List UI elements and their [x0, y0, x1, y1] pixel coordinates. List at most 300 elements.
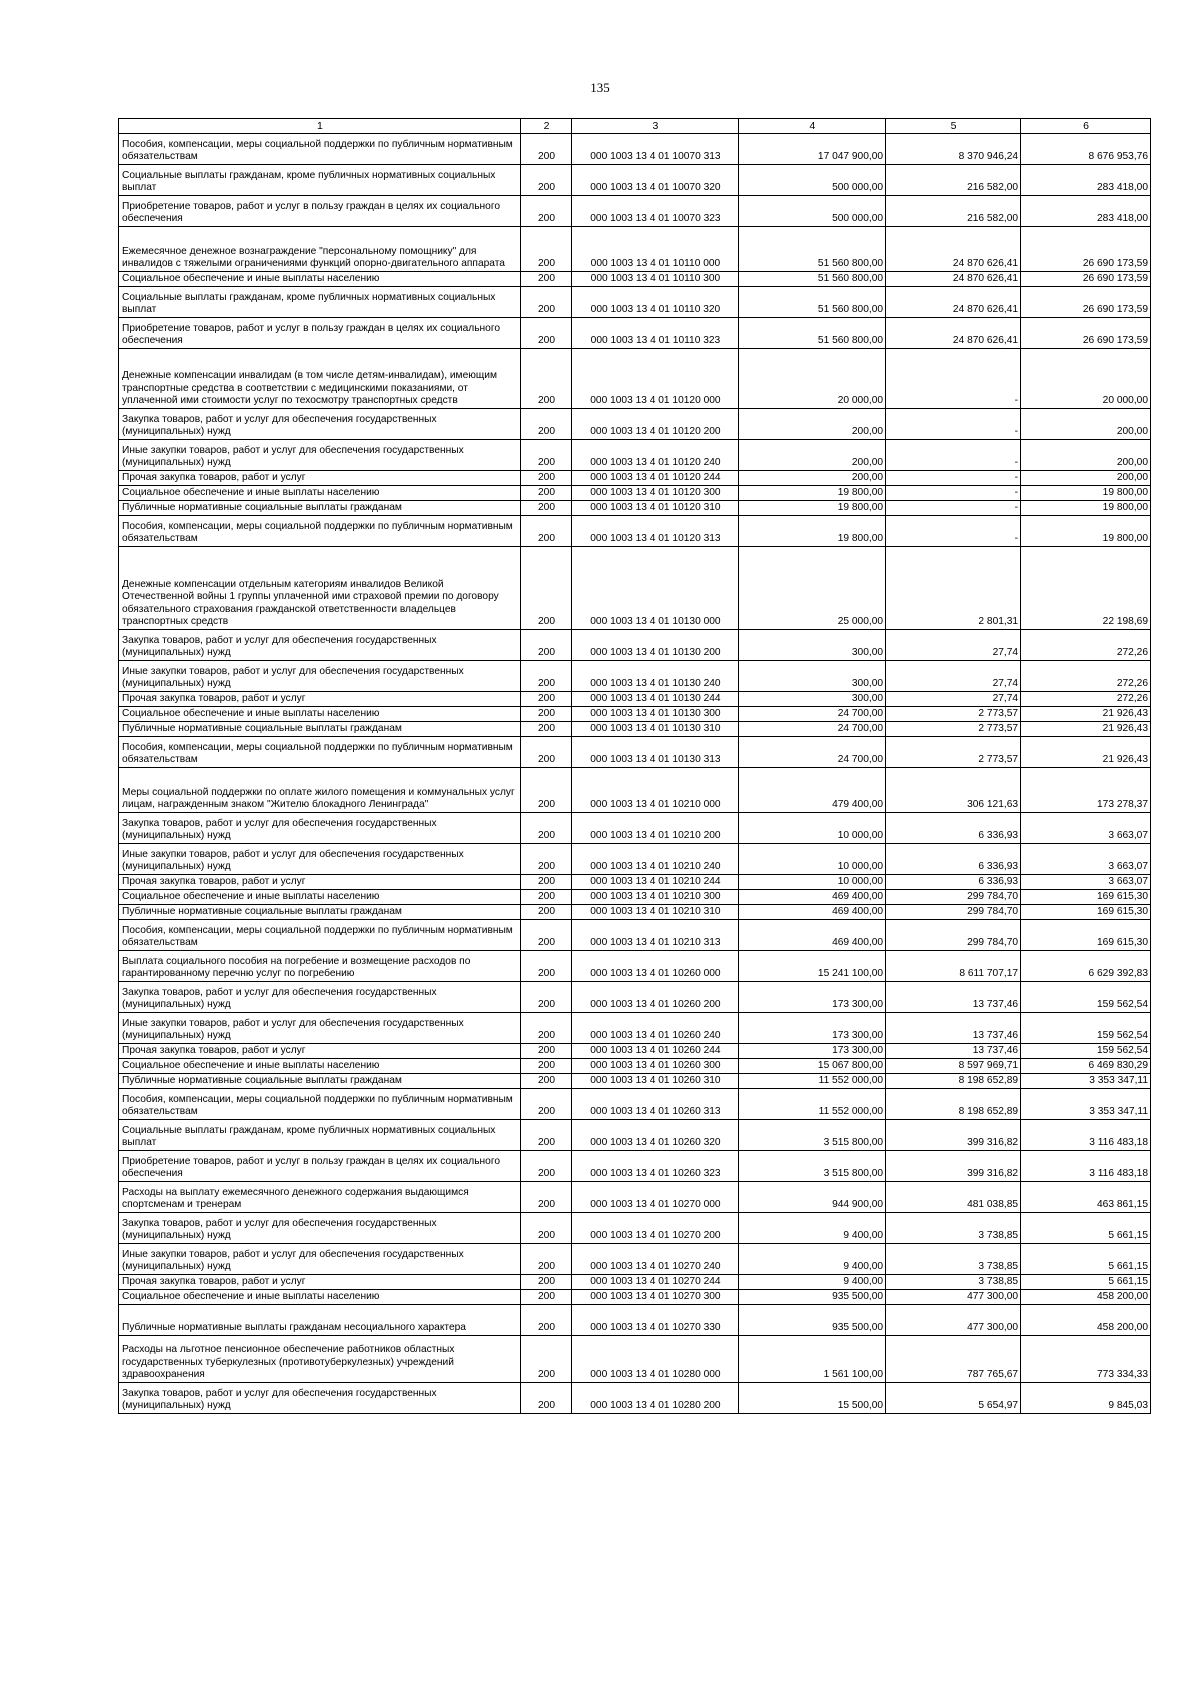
- table-row: [119, 440, 1151, 471]
- cell-col-4: 469 400,00: [738, 890, 885, 905]
- cell-col-4: 173 300,00: [738, 982, 885, 1013]
- cell-col-4: 25 000,00: [738, 547, 885, 630]
- cell-col-3: 000 1003 13 4 01 10280 200: [572, 1383, 739, 1414]
- cell-col-3: 000 1003 13 4 01 10270 330: [572, 1305, 739, 1336]
- cell-col-1: Закупка товаров, работ и услуг для обеспечения государственных (муниципальных) нужд: [119, 813, 521, 844]
- cell-col-2: 200: [520, 501, 571, 516]
- cell-col-4: 11 552 000,00: [738, 1074, 885, 1089]
- cell-col-2: 200: [520, 349, 571, 409]
- cell-col-5: 3 738,85: [886, 1275, 1021, 1290]
- table-row: [119, 1275, 1151, 1290]
- table-row: [119, 813, 1151, 844]
- cell-col-3: 000 1003 13 4 01 10130 313: [572, 737, 739, 768]
- cell-col-5: 399 316,82: [886, 1120, 1021, 1151]
- cell-col-5: 6 336,93: [886, 813, 1021, 844]
- cell-col-2: 200: [520, 951, 571, 982]
- cell-col-3: 000 1003 13 4 01 10260 320: [572, 1120, 739, 1151]
- cell-col-3: 000 1003 13 4 01 10120 244: [572, 471, 739, 486]
- cell-col-4: 200,00: [738, 440, 885, 471]
- cell-col-2: 200: [520, 409, 571, 440]
- cell-col-5: 306 121,63: [886, 768, 1021, 813]
- cell-col-1: Прочая закупка товаров, работ и услуг: [119, 1044, 521, 1059]
- cell-col-1: Прочая закупка товаров, работ и услуг: [119, 471, 521, 486]
- cell-col-6: 22 198,69: [1021, 547, 1151, 630]
- table-row: [119, 196, 1151, 227]
- cell-col-2: 200: [520, 486, 571, 501]
- cell-col-4: 19 800,00: [738, 516, 885, 547]
- cell-col-6: 3 116 483,18: [1021, 1151, 1151, 1182]
- cell-col-3: 000 1003 13 4 01 10120 240: [572, 440, 739, 471]
- cell-col-2: 200: [520, 1074, 571, 1089]
- cell-col-1: Публичные нормативные выплаты гражданам несоциального характера: [119, 1305, 521, 1336]
- cell-col-1: Публичные нормативные социальные выплаты гражданам: [119, 1074, 521, 1089]
- cell-col-1: Социальное обеспечение и иные выплаты населению: [119, 890, 521, 905]
- table-row: [119, 471, 1151, 486]
- cell-col-2: 200: [520, 1305, 571, 1336]
- cell-col-5: 5 654,97: [886, 1383, 1021, 1414]
- table-row: [119, 982, 1151, 1013]
- cell-col-4: 469 400,00: [738, 905, 885, 920]
- cell-col-4: 3 515 800,00: [738, 1151, 885, 1182]
- cell-col-4: 300,00: [738, 692, 885, 707]
- table-row: [119, 1213, 1151, 1244]
- table-row: [119, 1336, 1151, 1383]
- cell-col-6: 272,26: [1021, 630, 1151, 661]
- cell-col-6: 169 615,30: [1021, 920, 1151, 951]
- cell-col-6: 173 278,37: [1021, 768, 1151, 813]
- cell-col-1: Публичные нормативные социальные выплаты гражданам: [119, 722, 521, 737]
- page-number: 135: [590, 80, 610, 95]
- cell-col-6: 200,00: [1021, 471, 1151, 486]
- cell-col-4: 944 900,00: [738, 1182, 885, 1213]
- cell-col-4: 15 241 100,00: [738, 951, 885, 982]
- cell-col-4: 19 800,00: [738, 501, 885, 516]
- cell-col-2: 200: [520, 1213, 571, 1244]
- cell-col-4: 1 561 100,00: [738, 1336, 885, 1383]
- cell-col-5: -: [886, 486, 1021, 501]
- cell-col-1: Прочая закупка товаров, работ и услуг: [119, 875, 521, 890]
- cell-col-1: Расходы на выплату ежемесячного денежного содержания выдающимся спортсменам и тренерам: [119, 1182, 521, 1213]
- cell-col-2: 200: [520, 1151, 571, 1182]
- cell-col-6: 26 690 173,59: [1021, 272, 1151, 287]
- cell-col-4: 51 560 800,00: [738, 272, 885, 287]
- cell-col-2: 200: [520, 134, 571, 165]
- table-row: [119, 890, 1151, 905]
- cell-col-6: 3 663,07: [1021, 844, 1151, 875]
- table-row: [119, 920, 1151, 951]
- cell-col-5: 481 038,85: [886, 1182, 1021, 1213]
- cell-col-2: 200: [520, 1336, 571, 1383]
- cell-col-5: 24 870 626,41: [886, 227, 1021, 272]
- cell-col-6: 3 353 347,11: [1021, 1089, 1151, 1120]
- cell-col-3: 000 1003 13 4 01 10130 300: [572, 707, 739, 722]
- cell-col-6: 458 200,00: [1021, 1305, 1151, 1336]
- cell-col-6: 3 116 483,18: [1021, 1120, 1151, 1151]
- cell-col-1: Прочая закупка товаров, работ и услуг: [119, 692, 521, 707]
- cell-col-5: 3 738,85: [886, 1244, 1021, 1275]
- cell-col-6: 21 926,43: [1021, 707, 1151, 722]
- cell-col-6: 21 926,43: [1021, 722, 1151, 737]
- cell-col-5: -: [886, 516, 1021, 547]
- cell-col-3: 000 1003 13 4 01 10120 200: [572, 409, 739, 440]
- cell-col-5: 216 582,00: [886, 165, 1021, 196]
- cell-col-5: 299 784,70: [886, 920, 1021, 951]
- cell-col-5: 27,74: [886, 692, 1021, 707]
- cell-col-1: Иные закупки товаров, работ и услуг для обеспечения государственных (муниципальных) нужд: [119, 1013, 521, 1044]
- cell-col-5: 2 773,57: [886, 737, 1021, 768]
- table-body: [119, 134, 1151, 1414]
- cell-col-4: 10 000,00: [738, 813, 885, 844]
- cell-col-3: 000 1003 13 4 01 10110 323: [572, 318, 739, 349]
- cell-col-4: 15 067 800,00: [738, 1059, 885, 1074]
- table-row: [119, 227, 1151, 272]
- cell-col-5: -: [886, 349, 1021, 409]
- cell-col-5: 2 773,57: [886, 707, 1021, 722]
- cell-col-1: Пособия, компенсации, меры социальной поддержки по публичным нормативным обязательствам: [119, 134, 521, 165]
- cell-col-5: 8 370 946,24: [886, 134, 1021, 165]
- cell-col-4: 500 000,00: [738, 196, 885, 227]
- cell-col-2: 200: [520, 440, 571, 471]
- cell-col-6: 463 861,15: [1021, 1182, 1151, 1213]
- table-row: [119, 318, 1151, 349]
- cell-col-4: 15 500,00: [738, 1383, 885, 1414]
- cell-col-6: 19 800,00: [1021, 501, 1151, 516]
- budget-table: [118, 118, 1151, 1414]
- table-row: [119, 165, 1151, 196]
- cell-col-1: Расходы на льготное пенсионное обеспечение работников областных государственных туберкулезных (противотуберкулезных) учреждений здравоохранения: [119, 1336, 521, 1383]
- cell-col-4: 9 400,00: [738, 1244, 885, 1275]
- cell-col-1: Прочая закупка товаров, работ и услуг: [119, 1275, 521, 1290]
- cell-col-3: 000 1003 13 4 01 10110 000: [572, 227, 739, 272]
- cell-col-3: 000 1003 13 4 01 10070 313: [572, 134, 739, 165]
- column-header-6: 6: [1021, 119, 1151, 134]
- cell-col-3: 000 1003 13 4 01 10130 244: [572, 692, 739, 707]
- cell-col-5: 6 336,93: [886, 875, 1021, 890]
- cell-col-1: Иные закупки товаров, работ и услуг для обеспечения государственных (муниципальных) нужд: [119, 1244, 521, 1275]
- column-header-3: 3: [572, 119, 739, 134]
- cell-col-2: 200: [520, 1383, 571, 1414]
- cell-col-6: 3 353 347,11: [1021, 1074, 1151, 1089]
- cell-col-3: 000 1003 13 4 01 10120 300: [572, 486, 739, 501]
- cell-col-1: Социальные выплаты гражданам, кроме публичных нормативных социальных выплат: [119, 287, 521, 318]
- cell-col-5: 6 336,93: [886, 844, 1021, 875]
- cell-col-1: Социальное обеспечение и иные выплаты населению: [119, 1059, 521, 1074]
- cell-col-5: 8 198 652,89: [886, 1089, 1021, 1120]
- cell-col-2: 200: [520, 813, 571, 844]
- cell-col-4: 51 560 800,00: [738, 287, 885, 318]
- cell-col-3: 000 1003 13 4 01 10270 244: [572, 1275, 739, 1290]
- cell-col-2: 200: [520, 890, 571, 905]
- cell-col-3: 000 1003 13 4 01 10210 240: [572, 844, 739, 875]
- cell-col-5: 24 870 626,41: [886, 272, 1021, 287]
- table-row: [119, 1059, 1151, 1074]
- cell-col-5: -: [886, 440, 1021, 471]
- table-row: [119, 349, 1151, 409]
- cell-col-1: Пособия, компенсации, меры социальной поддержки по публичным нормативным обязательствам: [119, 516, 521, 547]
- cell-col-6: 6 469 830,29: [1021, 1059, 1151, 1074]
- cell-col-2: 200: [520, 227, 571, 272]
- cell-col-5: 299 784,70: [886, 890, 1021, 905]
- cell-col-4: 10 000,00: [738, 875, 885, 890]
- cell-col-5: 477 300,00: [886, 1305, 1021, 1336]
- column-header-1: 1: [119, 119, 521, 134]
- cell-col-6: 19 800,00: [1021, 486, 1151, 501]
- cell-col-3: 000 1003 13 4 01 10130 240: [572, 661, 739, 692]
- cell-col-1: Ежемесячное денежное вознаграждение "персональному помощнику" для инвалидов с тяжелыми ограничениями функций опорно-двигательного аппарата: [119, 227, 521, 272]
- cell-col-1: Меры социальной поддержки по оплате жилого помещения и коммунальных услуг лицам, награжденным знаком "Жителю блокадного Ленинграда": [119, 768, 521, 813]
- cell-col-5: 27,74: [886, 630, 1021, 661]
- cell-col-4: 51 560 800,00: [738, 227, 885, 272]
- table-row: [119, 707, 1151, 722]
- cell-col-4: 17 047 900,00: [738, 134, 885, 165]
- cell-col-5: -: [886, 501, 1021, 516]
- cell-col-2: 200: [520, 272, 571, 287]
- table-row: [119, 272, 1151, 287]
- cell-col-1: Денежные компенсации отдельным категориям инвалидов Великой Отечественной войны 1 группы уплаченной ими страховой премии по договору обязательного страхования гражданской ответственности владельцев транспортных средств: [119, 547, 521, 630]
- table-row: [119, 1244, 1151, 1275]
- cell-col-3: 000 1003 13 4 01 10130 000: [572, 547, 739, 630]
- cell-col-1: Приобретение товаров, работ и услуг в пользу граждан в целях их социального обеспечения: [119, 1151, 521, 1182]
- cell-col-2: 200: [520, 165, 571, 196]
- cell-col-4: 3 515 800,00: [738, 1120, 885, 1151]
- cell-col-3: 000 1003 13 4 01 10260 300: [572, 1059, 739, 1074]
- cell-col-3: 000 1003 13 4 01 10210 310: [572, 905, 739, 920]
- cell-col-5: 13 737,46: [886, 1013, 1021, 1044]
- cell-col-3: 000 1003 13 4 01 10130 310: [572, 722, 739, 737]
- cell-col-6: 773 334,33: [1021, 1336, 1151, 1383]
- cell-col-1: Иные закупки товаров, работ и услуг для обеспечения государственных (муниципальных) нужд: [119, 440, 521, 471]
- cell-col-1: Пособия, компенсации, меры социальной поддержки по публичным нормативным обязательствам: [119, 920, 521, 951]
- cell-col-1: Закупка товаров, работ и услуг для обеспечения государственных (муниципальных) нужд: [119, 1383, 521, 1414]
- table-row: [119, 692, 1151, 707]
- cell-col-2: 200: [520, 920, 571, 951]
- cell-col-2: 200: [520, 1275, 571, 1290]
- cell-col-4: 10 000,00: [738, 844, 885, 875]
- cell-col-5: 24 870 626,41: [886, 318, 1021, 349]
- cell-col-2: 200: [520, 692, 571, 707]
- cell-col-3: 000 1003 13 4 01 10270 240: [572, 1244, 739, 1275]
- table-row: [119, 516, 1151, 547]
- cell-col-6: 200,00: [1021, 409, 1151, 440]
- cell-col-2: 200: [520, 630, 571, 661]
- cell-col-6: 8 676 953,76: [1021, 134, 1151, 165]
- cell-col-4: 51 560 800,00: [738, 318, 885, 349]
- cell-col-2: 200: [520, 707, 571, 722]
- cell-col-4: 200,00: [738, 471, 885, 486]
- cell-col-1: Социальные выплаты гражданам, кроме публичных нормативных социальных выплат: [119, 1120, 521, 1151]
- table-row: [119, 1120, 1151, 1151]
- cell-col-6: 6 629 392,83: [1021, 951, 1151, 982]
- cell-col-5: 2 801,31: [886, 547, 1021, 630]
- cell-col-4: 500 000,00: [738, 165, 885, 196]
- table-row: [119, 1290, 1151, 1305]
- cell-col-2: 200: [520, 875, 571, 890]
- cell-col-2: 200: [520, 661, 571, 692]
- cell-col-3: 000 1003 13 4 01 10210 244: [572, 875, 739, 890]
- table-row: [119, 1383, 1151, 1414]
- table-row: [119, 134, 1151, 165]
- cell-col-3: 000 1003 13 4 01 10260 313: [572, 1089, 739, 1120]
- cell-col-6: 26 690 173,59: [1021, 287, 1151, 318]
- table-row: [119, 287, 1151, 318]
- cell-col-3: 000 1003 13 4 01 10070 323: [572, 196, 739, 227]
- cell-col-1: Социальное обеспечение и иные выплаты населению: [119, 272, 521, 287]
- cell-col-1: Выплата социального пособия на погребение и возмещение расходов по гарантированному перечню услуг по погребению: [119, 951, 521, 982]
- cell-col-1: Иные закупки товаров, работ и услуг для обеспечения государственных (муниципальных) нужд: [119, 844, 521, 875]
- cell-col-2: 200: [520, 196, 571, 227]
- table-row: [119, 1151, 1151, 1182]
- cell-col-4: 11 552 000,00: [738, 1089, 885, 1120]
- cell-col-2: 200: [520, 471, 571, 486]
- cell-col-6: 272,26: [1021, 692, 1151, 707]
- cell-col-6: 20 000,00: [1021, 349, 1151, 409]
- cell-col-3: 000 1003 13 4 01 10130 200: [572, 630, 739, 661]
- cell-col-6: 9 845,03: [1021, 1383, 1151, 1414]
- cell-col-4: 24 700,00: [738, 722, 885, 737]
- cell-col-1: Пособия, компенсации, меры социальной поддержки по публичным нормативным обязательствам: [119, 737, 521, 768]
- cell-col-1: Денежные компенсации инвалидам (в том числе детям-инвалидам), имеющим транспортные средства в соответствии с медицинскими показаниями, от уплаченной ими стоимости услуг по техосмотру транспортных средств: [119, 349, 521, 409]
- table-row: [119, 951, 1151, 982]
- cell-col-5: 3 738,85: [886, 1213, 1021, 1244]
- cell-col-5: 8 611 707,17: [886, 951, 1021, 982]
- cell-col-5: 27,74: [886, 661, 1021, 692]
- cell-col-6: 26 690 173,59: [1021, 318, 1151, 349]
- table-row: [119, 1044, 1151, 1059]
- cell-col-6: 19 800,00: [1021, 516, 1151, 547]
- cell-col-5: 8 597 969,71: [886, 1059, 1021, 1074]
- cell-col-6: 169 615,30: [1021, 890, 1151, 905]
- cell-col-1: Закупка товаров, работ и услуг для обеспечения государственных (муниципальных) нужд: [119, 409, 521, 440]
- cell-col-5: 477 300,00: [886, 1290, 1021, 1305]
- cell-col-6: 159 562,54: [1021, 982, 1151, 1013]
- cell-col-5: -: [886, 471, 1021, 486]
- cell-col-1: Социальное обеспечение и иные выплаты населению: [119, 1290, 521, 1305]
- cell-col-2: 200: [520, 1244, 571, 1275]
- cell-col-1: Иные закупки товаров, работ и услуг для обеспечения государственных (муниципальных) нужд: [119, 661, 521, 692]
- cell-col-4: 935 500,00: [738, 1290, 885, 1305]
- cell-col-6: 3 663,07: [1021, 875, 1151, 890]
- cell-col-1: Социальное обеспечение и иные выплаты населению: [119, 486, 521, 501]
- cell-col-1: Социальные выплаты гражданам, кроме публичных нормативных социальных выплат: [119, 165, 521, 196]
- cell-col-2: 200: [520, 516, 571, 547]
- cell-col-3: 000 1003 13 4 01 10280 000: [572, 1336, 739, 1383]
- cell-col-3: 000 1003 13 4 01 10120 310: [572, 501, 739, 516]
- cell-col-3: 000 1003 13 4 01 10260 310: [572, 1074, 739, 1089]
- column-header-5: 5: [886, 119, 1021, 134]
- cell-col-3: 000 1003 13 4 01 10210 200: [572, 813, 739, 844]
- cell-col-4: 19 800,00: [738, 486, 885, 501]
- cell-col-2: 200: [520, 547, 571, 630]
- column-header-4: 4: [738, 119, 885, 134]
- table-row: [119, 1182, 1151, 1213]
- cell-col-2: 200: [520, 737, 571, 768]
- cell-col-2: 200: [520, 1059, 571, 1074]
- cell-col-3: 000 1003 13 4 01 10260 323: [572, 1151, 739, 1182]
- cell-col-5: 787 765,67: [886, 1336, 1021, 1383]
- cell-col-1: Приобретение товаров, работ и услуг в пользу граждан в целях их социального обеспечения: [119, 318, 521, 349]
- cell-col-4: 173 300,00: [738, 1044, 885, 1059]
- table-row: [119, 1013, 1151, 1044]
- cell-col-3: 000 1003 13 4 01 10260 244: [572, 1044, 739, 1059]
- cell-col-3: 000 1003 13 4 01 10110 320: [572, 287, 739, 318]
- cell-col-4: 300,00: [738, 630, 885, 661]
- cell-col-3: 000 1003 13 4 01 10260 000: [572, 951, 739, 982]
- cell-col-4: 24 700,00: [738, 737, 885, 768]
- column-header-2: 2: [520, 119, 571, 134]
- table-row: [119, 547, 1151, 630]
- cell-col-2: 200: [520, 1120, 571, 1151]
- cell-col-4: 9 400,00: [738, 1213, 885, 1244]
- cell-col-3: 000 1003 13 4 01 10260 200: [572, 982, 739, 1013]
- table-row: [119, 1305, 1151, 1336]
- cell-col-6: 21 926,43: [1021, 737, 1151, 768]
- cell-col-6: 283 418,00: [1021, 196, 1151, 227]
- cell-col-3: 000 1003 13 4 01 10260 240: [572, 1013, 739, 1044]
- cell-col-2: 200: [520, 982, 571, 1013]
- cell-col-5: 24 870 626,41: [886, 287, 1021, 318]
- cell-col-4: 200,00: [738, 409, 885, 440]
- table-row: [119, 1074, 1151, 1089]
- cell-col-1: Социальное обеспечение и иные выплаты населению: [119, 707, 521, 722]
- table-row: [119, 409, 1151, 440]
- table-row: [119, 844, 1151, 875]
- cell-col-3: 000 1003 13 4 01 10120 313: [572, 516, 739, 547]
- cell-col-5: 8 198 652,89: [886, 1074, 1021, 1089]
- cell-col-6: 5 661,15: [1021, 1213, 1151, 1244]
- cell-col-1: Закупка товаров, работ и услуг для обеспечения государственных (муниципальных) нужд: [119, 630, 521, 661]
- cell-col-2: 200: [520, 1013, 571, 1044]
- cell-col-1: Закупка товаров, работ и услуг для обеспечения государственных (муниципальных) нужд: [119, 982, 521, 1013]
- cell-col-2: 200: [520, 905, 571, 920]
- cell-col-1: Приобретение товаров, работ и услуг в пользу граждан в целях их социального обеспечения: [119, 196, 521, 227]
- cell-col-2: 200: [520, 1089, 571, 1120]
- table-row: [119, 486, 1151, 501]
- table-row: [119, 630, 1151, 661]
- cell-col-5: 13 737,46: [886, 982, 1021, 1013]
- cell-col-6: 5 661,15: [1021, 1244, 1151, 1275]
- table-header: [119, 119, 1151, 134]
- cell-col-1: Закупка товаров, работ и услуг для обеспечения государственных (муниципальных) нужд: [119, 1213, 521, 1244]
- cell-col-3: 000 1003 13 4 01 10270 000: [572, 1182, 739, 1213]
- table-row: [119, 1089, 1151, 1120]
- cell-col-4: 469 400,00: [738, 920, 885, 951]
- cell-col-2: 200: [520, 1044, 571, 1059]
- cell-col-2: 200: [520, 287, 571, 318]
- cell-col-3: 000 1003 13 4 01 10210 313: [572, 920, 739, 951]
- cell-col-6: 283 418,00: [1021, 165, 1151, 196]
- cell-col-6: 458 200,00: [1021, 1290, 1151, 1305]
- cell-col-6: 159 562,54: [1021, 1013, 1151, 1044]
- cell-col-6: 169 615,30: [1021, 905, 1151, 920]
- cell-col-3: 000 1003 13 4 01 10210 000: [572, 768, 739, 813]
- cell-col-1: Публичные нормативные социальные выплаты гражданам: [119, 905, 521, 920]
- cell-col-3: 000 1003 13 4 01 10120 000: [572, 349, 739, 409]
- cell-col-6: 26 690 173,59: [1021, 227, 1151, 272]
- cell-col-2: 200: [520, 318, 571, 349]
- cell-col-1: Пособия, компенсации, меры социальной поддержки по публичным нормативным обязательствам: [119, 1089, 521, 1120]
- cell-col-2: 200: [520, 1290, 571, 1305]
- cell-col-6: 159 562,54: [1021, 1044, 1151, 1059]
- cell-col-4: 479 400,00: [738, 768, 885, 813]
- cell-col-4: 300,00: [738, 661, 885, 692]
- table-row: [119, 501, 1151, 516]
- cell-col-5: -: [886, 409, 1021, 440]
- table-row: [119, 905, 1151, 920]
- table-row: [119, 722, 1151, 737]
- cell-col-2: 200: [520, 1182, 571, 1213]
- cell-col-4: 173 300,00: [738, 1013, 885, 1044]
- cell-col-2: 200: [520, 768, 571, 813]
